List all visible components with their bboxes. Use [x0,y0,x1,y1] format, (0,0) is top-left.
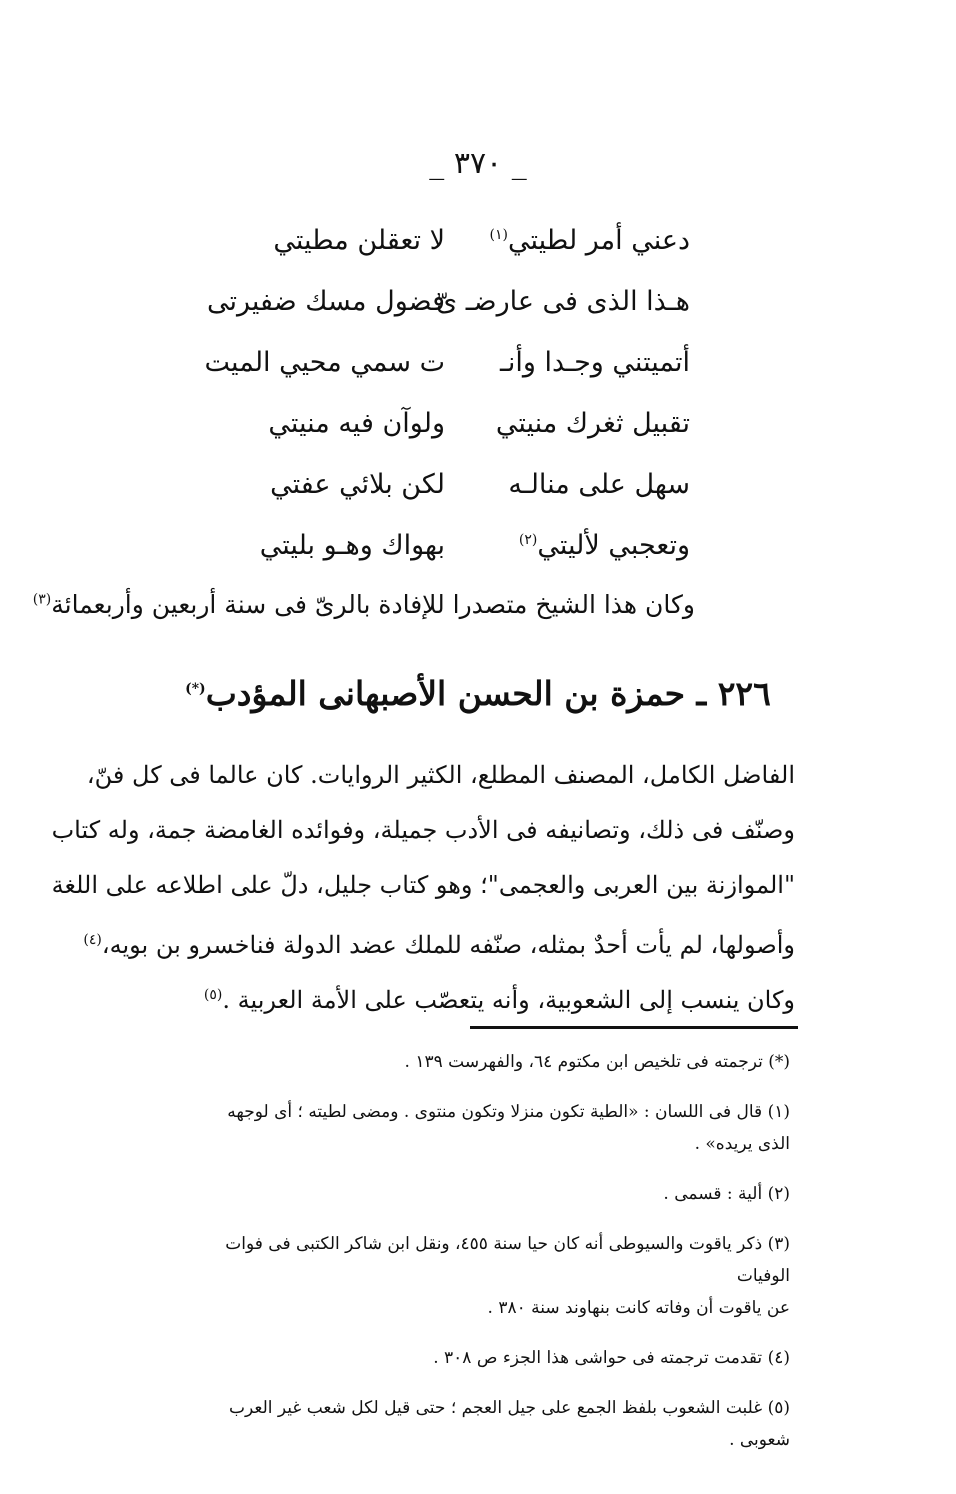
footnote [190,1342,790,1374]
footnote-mark: (٥) [767,1398,790,1418]
footnote-mark: (٤) [767,1348,790,1368]
footnote-text: غلبت الشعوب بلفظ الجمع على جيل العجم ؛ حتى قيل لكل شعب غير العرب شعوبى . [229,1398,790,1450]
poem [204,210,690,576]
body-line: الفاضل الكامل، المصنف المطلع، الكثير الروايات. كان عالما فى كل فنّ، [86,761,795,789]
footnote-mark: (١) [767,1102,790,1122]
footnote-text: ألية : قسمى . [663,1184,763,1204]
verse-first-hemistich: دعني أمر لطيتي$^{(١)}$ [489,225,690,256]
verse-first-hemistich: أتميتني وجـدا وأنـ [499,347,690,378]
entry-heading: ٢٢٦ ـ حمزة بن الحسن الأصبهانى المؤدب(*) [185,674,771,713]
verse-second-hemistich: ت سمي محيي الميت [204,347,445,378]
footnote-text: ترجمته فى تلخيص ابن مكتوم ٦٤، والفهرست ١٣٩ . [404,1052,763,1072]
verse [230,454,690,515]
footnote-reference: (*) [185,681,206,697]
verse-first-hemistich: هـذا الذى فى عارضـ ىّ [436,286,690,317]
footnote-continuation: عن ياقوت أن وفاته كانت بنهاوند سنة ٣٨٠ . [487,1298,790,1318]
footnote [190,1046,790,1078]
verse [230,515,690,576]
verse-first-hemistich: سهل على منالـه [508,469,690,500]
body-paragraph [51,748,795,1023]
footnote [190,1178,790,1210]
footnote-text: تقدمت ترجمته فى حواشى هذا الجزء ص ٣٠٨ . [433,1348,763,1368]
verse-second-hemistich: ولوآن فيه منيتي [268,408,445,439]
footnote-reference: (٣) [32,591,52,608]
footnote-reference: (٤) [83,932,102,948]
footnote-mark: (٣) [767,1234,790,1254]
footnote [190,1392,790,1456]
verse-second-hemistich: بهواك وهـو بليتي [259,530,445,561]
verse [204,332,690,393]
verse-second-hemistich: فضول مسك ضفيرتى [206,286,445,317]
footnote [190,1096,790,1160]
footnote-reference: (١) [489,227,508,243]
verse-first-hemistich: تقبيل ثغرك منيتي [495,408,690,439]
footnote-reference: (٢) [518,532,538,548]
page-number: _ ٣٧٠ _ [429,146,527,181]
verse-second-hemistich: لكن بلائي عفتي [270,469,445,500]
footnote-mark: (*) [768,1052,790,1072]
verse-second-hemistich: لا تعقلن مطيتي [273,225,445,256]
poem-closing-line: وكان هذا الشيخ متصدرا للإفادة بالرىّ فى سنة أربعين وأربعمائة$^{(٣)}$ [32,590,695,619]
footnote-text: قال فى اللسان : «الطية تكون منزلا وتكون منتوى . ومضى لطيته ؛ أى لوجهه الذى يريده» . [227,1102,790,1154]
body-line: وصنّف فى ذلك، وتصانيفه فى الأدب جميلة، وفوائده الغامضة جمة، وله كتاب [51,816,795,844]
verse [230,393,690,454]
verse-first-hemistich: وتعجبي لأليتي$^{(٢)}$ [518,530,690,561]
footnote-text: ذكر ياقوت والسيوطى أنه كان حيا سنة ٤٥٥، ونقل ابن شاكر الكتبى فى فوات الوفيات [225,1234,790,1286]
body-line: وأصولها، لم يأت أحدٌ بمثله، صنّفه للملك عضد الدولة فناخسرو بن بويه،$^{(٤)}$ [83,931,795,959]
footnotes [190,1046,790,1474]
body-line: "الموازنة بين العربى والعجمى"؛ وهو كتاب جليل، دلّ على اطلاعه على اللغة [51,871,795,899]
footnote-mark: (٢) [767,1184,790,1204]
footnote [190,1228,790,1324]
verse [206,271,690,332]
footnote-separator [470,1026,798,1029]
body-line: وكان ينسب إلى الشعوبية، وأنه يتعصّب على الأمة العربية .$^{(٥)}$ [203,986,795,1014]
verse [230,210,690,271]
footnote-reference: (٥) [203,987,223,1003]
